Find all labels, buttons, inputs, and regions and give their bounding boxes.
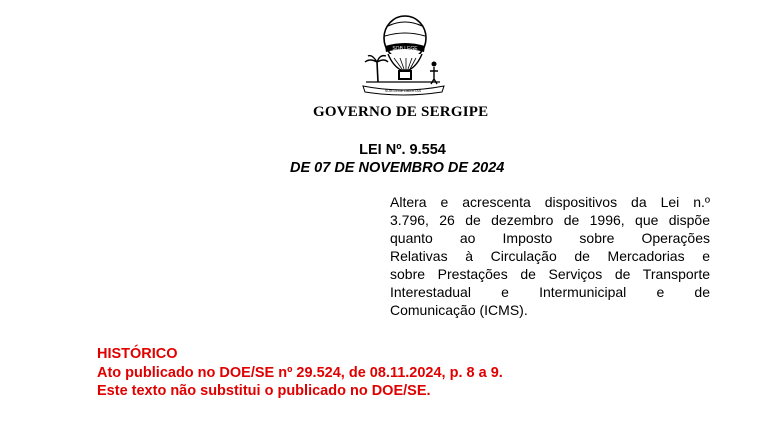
disclaimer-text: Este texto não substitui o publicado no DOE/SE. — [97, 383, 431, 399]
summary-line: Comunicação (ICMS). — [390, 302, 528, 318]
government-title: GOVERNO DE SERGIPE — [313, 104, 489, 120]
summary-line: Altera e acrescenta dispositivos da Lei n.º — [390, 194, 710, 210]
history-note — [97, 345, 503, 401]
summary-line: quanto ao Imposto sobre Operações — [390, 230, 710, 246]
svg-text:SOB LEGE: SOB LEGE — [392, 46, 418, 52]
summary-line: sobre Prestações de Serviços de Transporte — [390, 266, 710, 282]
law-number: LEI Nº. 9.554 — [359, 142, 446, 158]
coat-of-arms-icon — [358, 14, 448, 100]
history-title: HISTÓRICO — [97, 346, 178, 362]
law-summary — [390, 193, 710, 319]
summary-line: Relativas à Circulação de Mercadorias e — [390, 248, 710, 264]
summary-line: Interestadual e Intermunicipal e de — [390, 284, 710, 300]
summary-line: 3.796, 26 de dezembro de 1996, que dispõe — [390, 212, 710, 228]
law-date: DE 07 DE NOVEMBRO DE 2024 — [290, 160, 505, 176]
svg-text:SOB LEGE LIBERTAS: SOB LEGE LIBERTAS — [384, 89, 422, 93]
publication-info: Ato publicado no DOE/SE nº 29.524, de 08.11.2024, p. 8 a 9. — [97, 364, 503, 381]
